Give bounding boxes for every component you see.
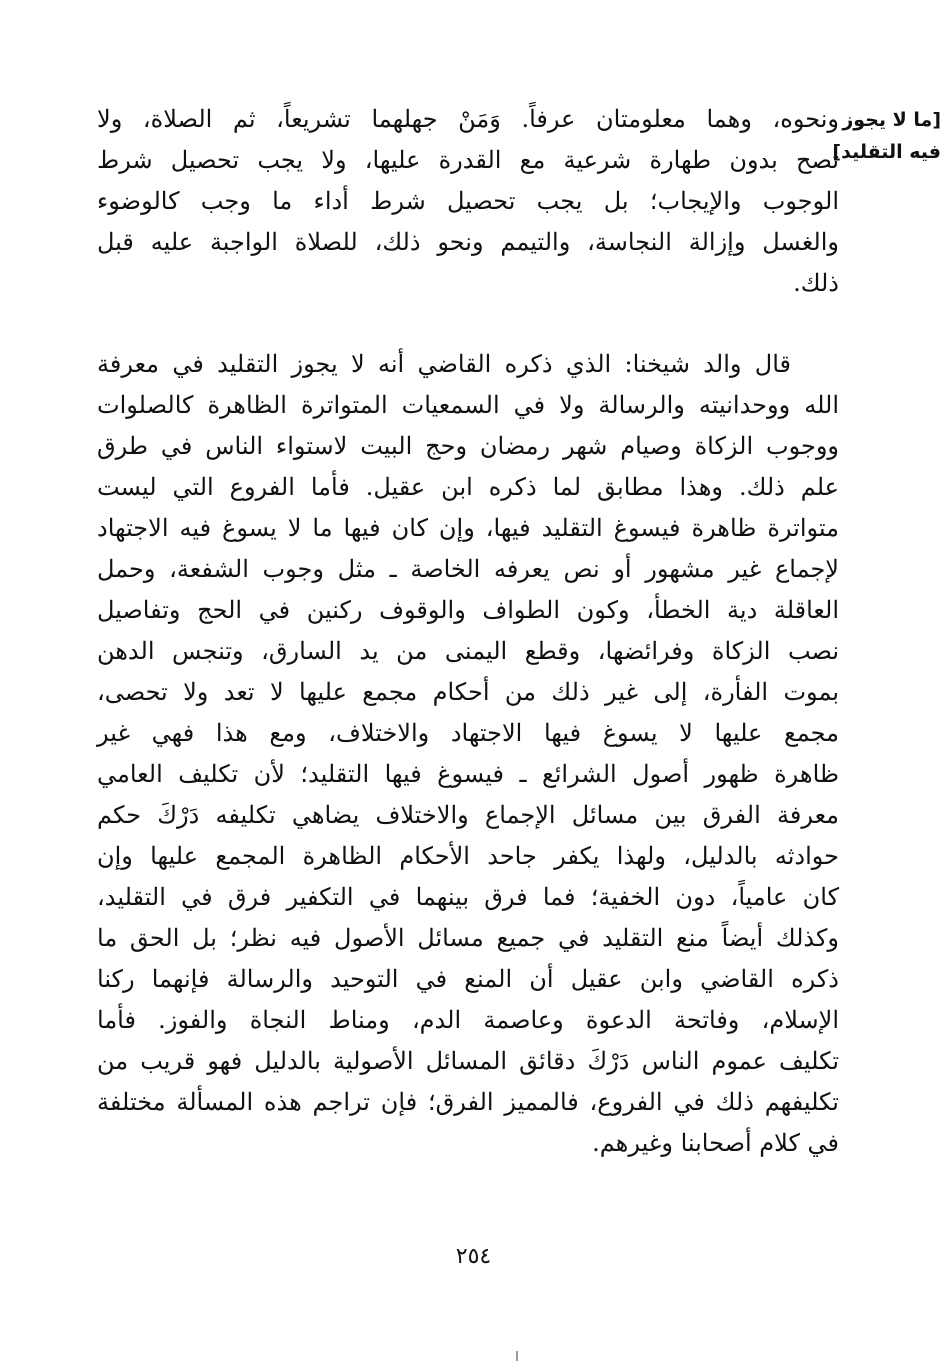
text-line: الإسلام، وفاتحة الدعوة وعاصمة الدم، ومناط النجاة والفوز. فأما xyxy=(97,1006,839,1034)
scan-speck xyxy=(516,1351,518,1361)
text-line: حوادثه بالدليل، ولهذا يكفر جاحد الأحكام الظاهرة المجمع عليها وإن xyxy=(97,842,839,870)
text-line: ذلك. xyxy=(793,269,839,297)
text-line: العاقلة دية الخطأ، وكون الطواف والوقوف ركنين في الحج وتفاصيل xyxy=(97,596,839,624)
text-line: تكليفهم ذلك في الفروع، فالمميز الفرق؛ فإن تراجم هذه المسألة مختلفة xyxy=(97,1088,839,1116)
text-line: لإجماع غير مشهور أو نص يعرفه الخاصة ـ مثل وجوب الشفعة، وحمل xyxy=(97,555,839,583)
text-line: معرفة الفرق بين مسائل الإجماع والاختلاف يضاهي تكليفه دَرْكَ حكم xyxy=(97,801,839,829)
text-line: تكليف عموم الناس دَرْكَ دقائق المسائل الأصولية بالدليل فهو قريب من xyxy=(97,1047,839,1075)
text-line: ظاهرة ظهور أصول الشرائع ـ فيسوغ فيها التقليد؛ لأن تكليف العامي xyxy=(97,760,839,788)
text-line: وكذلك أيضاً منع التقليد في جميع مسائل الأصول فيه نظر؛ بل الحق ما xyxy=(97,924,839,952)
text-line: علم ذلك. وهذا مطابق لما ذكره ابن عقيل. فأما الفروع التي ليست xyxy=(97,473,839,501)
paragraph-1 xyxy=(97,99,839,304)
text-line: متواترة ظاهرة فيسوغ التقليد فيها، وإن كان فيها ما لا يسوغ فيه الاجتهاد xyxy=(97,514,839,542)
text-line: قال والد شيخنا: الذي ذكره القاضي أنه لا يجوز التقليد في معرفة xyxy=(97,350,791,378)
text-line: كان عامياً، دون الخفية؛ فما فرق بينهما في التكفير فرق في التقليد، xyxy=(97,883,839,911)
text-line: نصب الزكاة وفرائضها، وقطع اليمنى من يد السارق، وتنجس الدهن xyxy=(97,637,839,665)
text-line: الوجوب والإيجاب؛ بل يجب تحصيل شرط أداء ما وجب كالوضوء xyxy=(97,187,839,215)
paragraph-2 xyxy=(97,344,839,1164)
text-line: ووجوب الزكاة وصيام شهر رمضان وحج البيت لاستواء الناس في طرق xyxy=(97,432,839,460)
text-line: تصح بدون طهارة شرعية مع القدرة عليها، ولا يجب تحصيل شرط xyxy=(97,146,839,174)
margin-heading-line-1: [ما لا يجوز xyxy=(842,109,941,131)
text-line: الله ووحدانيته والرسالة ولا في السمعيات المتواترة الظاهرة كالصلوات xyxy=(97,391,839,419)
text-line: بموت الفأرة، إلى غير ذلك من أحكام مجمع عليها لا تعد ولا تحصى، xyxy=(97,678,839,706)
page-number: ٢٥٤ xyxy=(455,1244,492,1269)
text-line: مجمع عليها لا يسوغ فيها الاجتهاد والاختلاف، ومع هذا فهي غير xyxy=(97,719,839,747)
text-line: ونحوه، وهما معلومتان عرفاً. وَمَنْ جهلهما تشريعاً، ثم الصلاة، ولا xyxy=(97,105,839,133)
margin-heading xyxy=(831,104,941,168)
margin-heading-line-2: فيه التقليد] xyxy=(832,141,941,163)
text-line: ذكره القاضي وابن عقيل أن المنع في التوحيد والرسالة فإنهما ركنا xyxy=(97,965,839,993)
text-line: والغسل وإزالة النجاسة، والتيمم ونحو ذلك، للصلاة الواجبة عليه قبل xyxy=(97,228,839,256)
text-line: في كلام أصحابنا وغيرهم. xyxy=(592,1129,839,1157)
